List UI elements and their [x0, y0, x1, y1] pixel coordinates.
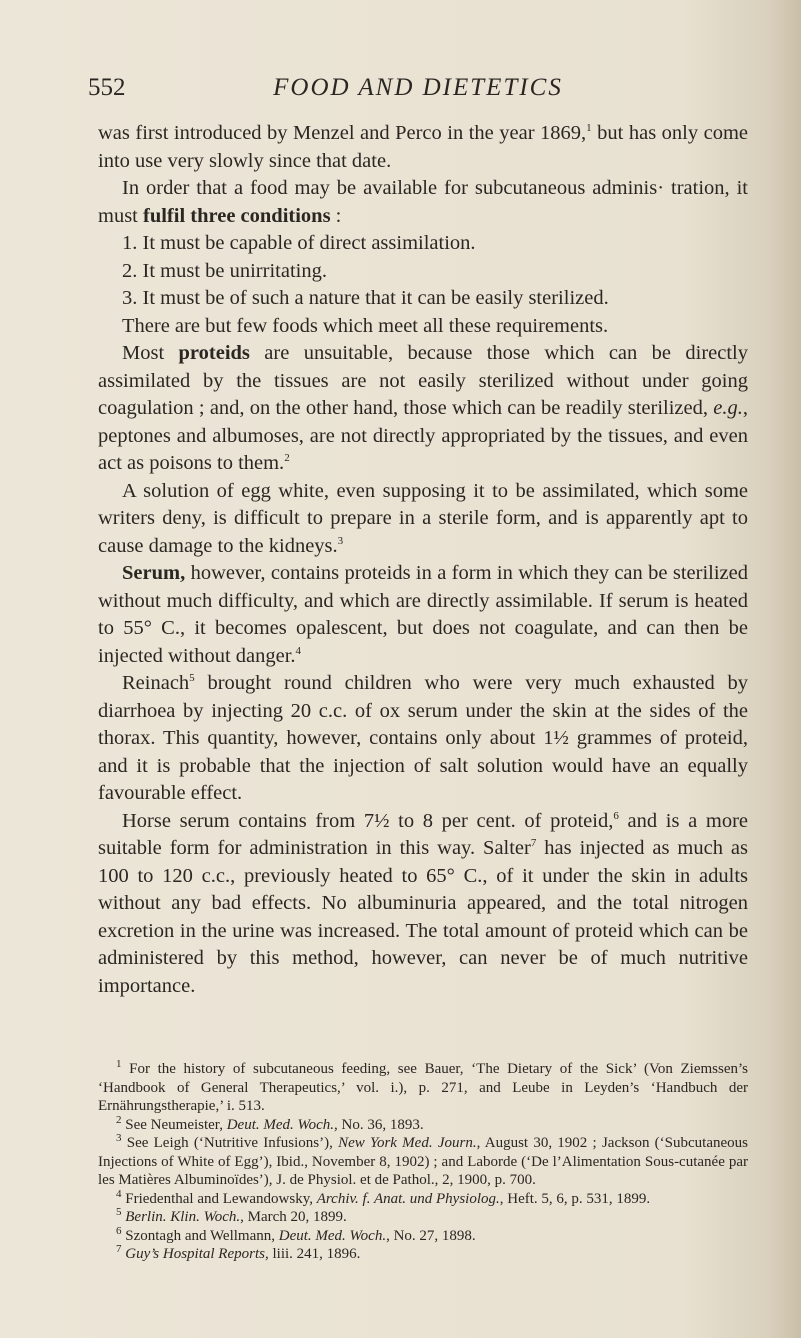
footnote-ref: 2: [284, 452, 290, 465]
footnote-italic: Berlin. Klin. Woch.: [125, 1209, 241, 1225]
body-text: [98, 120, 748, 1000]
paragraph-text: , peptones and albumoses, are not directly appropriated by the tissues, and even act as poisons to them.: [98, 397, 748, 474]
footnote-number: 2: [116, 1113, 122, 1126]
italic-phrase: e.g.: [713, 397, 743, 419]
footnote-ref: 3: [337, 534, 344, 547]
paragraph-text: are unsuitable, because those which can be directly assimilated by the tissues are not easily sterilized without under going coagulation ; and, on the other hand, those which can be readily sterilized,: [98, 342, 748, 419]
footnote: [98, 1060, 748, 1116]
footnote-text: , Heft. 5, 6, p. 531, 1899.: [499, 1190, 651, 1207]
paragraph-text: In order that a food may be available for subcutaneous adminis· tration, it must: [98, 177, 748, 227]
footnote: [98, 1208, 748, 1227]
paragraph-6: [98, 560, 748, 670]
footnote-text: , liii. 241, 1896.: [264, 1246, 361, 1262]
footnote-text: , No. 36, 1893.: [334, 1116, 424, 1133]
footnote-text: Szontagh and Wellmann,: [121, 1227, 279, 1244]
bold-phrase: Serum,: [122, 562, 186, 584]
footnote: [98, 1245, 748, 1264]
footnote-italic: Deut. Med. Woch.: [278, 1227, 387, 1244]
condition-item: 3. It must be of such a nature that it can be easily sterilized.: [122, 287, 609, 309]
paragraph-text: but has only come into use very slowly since that date.: [98, 122, 748, 172]
footnote-text: See Leigh (‘Nutritive Infusions’),: [121, 1135, 339, 1151]
footnote-text: For the history of subcutaneous feeding, see Bauer, ‘The Dietary of the Sick’ (Von Ziemssen’s ‘Handbook of General Therapeutics,’ vol. i.), p. 271, and Leube in Leyden’s ‘Handbuch der Ernährungstherapie,’ i. 513.: [98, 1061, 748, 1114]
footnote-ref: 7: [530, 837, 537, 850]
footnote-number: 5: [116, 1206, 122, 1218]
footnote-text: Friedenthal and Lewandowsky,: [121, 1190, 317, 1207]
footnote-text: , March 20, 1899.: [240, 1209, 347, 1225]
bold-phrase: proteids: [178, 342, 250, 364]
paragraph-text: Reinach: [122, 672, 190, 694]
footnotes: [98, 1060, 748, 1264]
paragraph-2: [98, 175, 748, 230]
paragraph-7: [98, 670, 748, 808]
paragraph-text: was first introduced by Menzel and Perco in the year 1869,: [98, 122, 587, 144]
page-number: 552: [88, 74, 126, 101]
footnote-italic: New York Med. Journ.: [338, 1135, 477, 1151]
paragraph-3: There are but few foods which meet all these requirements.: [122, 314, 609, 337]
footnote-text: See Neumeister,: [121, 1116, 227, 1133]
paragraph-text: :: [330, 204, 342, 227]
footnote-number: 7: [116, 1243, 122, 1255]
footnote: [98, 1113, 748, 1135]
footnote: [98, 1187, 748, 1209]
paragraph-text: Most: [122, 342, 179, 364]
footnote-text: , No. 27, 1898.: [386, 1227, 476, 1244]
paragraph-text: and is a more suitable form for administration in this way. Salter: [98, 809, 748, 859]
footnote-number: 1: [116, 1058, 122, 1070]
paragraph-8: [98, 808, 748, 1001]
footnote-italic: Guy’s Hospital Reports: [125, 1246, 265, 1262]
paragraph-text: Horse serum contains from 7½ to 8 per cent. of proteid,: [122, 809, 614, 832]
footnote-text: , August 30, 1902 ; Jackson (‘Subcutaneous Injections of White of Egg’), Ibid., November 8, 1902) ; and Laborde (‘De l’Alimentation Sous-cutanée par les Matières Albuminoïdes’), J. de Physiol. et de Pathol., 2, 1900, p. 700.: [98, 1135, 748, 1188]
footnote: [98, 1224, 748, 1246]
footnote-italic: Archiv. f. Anat. und Physiolog.: [316, 1190, 500, 1207]
condition-item: 2. It must be unirritating.: [122, 259, 327, 282]
bold-phrase: fulfil three conditions: [143, 204, 331, 227]
condition-item: 1. It must be capable of direct assimilation.: [122, 232, 476, 254]
footnote-ref: 1: [586, 122, 592, 135]
footnote-italic: Deut. Med. Woch.: [226, 1116, 335, 1133]
paragraph-text: brought round children who were very much exhausted by diarrhoea by injecting 20 c.c. of ox serum under the skin at the sides of the thorax. This quantity, however, contains only about 1½ grammes of proteid, and it is probable that the injection of salt solution would have an equally favourable effect.: [98, 672, 748, 804]
footnote: [98, 1134, 748, 1190]
paragraph-4: [98, 340, 748, 478]
paragraph-text: A solution of egg white, even supposing it to be assimilated, which some writers deny, is difficult to prepare in a sterile form, and is apparently apt to cause damage to the kidneys.: [98, 479, 748, 557]
footnote-ref: 4: [295, 644, 302, 657]
paragraph-1: [98, 120, 748, 175]
paragraph-text: has injected as much as 100 to 120 c.c., previously heated to 65° C., of it under the skin in adults without any bad effects. No albuminuria appeared, and the total nitrogen excretion in the urine was increased. The total amount of proteid which can be administered by this method, however, can never be of much nutritive importance.: [98, 837, 748, 997]
footnote-number: 6: [116, 1224, 122, 1237]
footnote-number: 3: [116, 1132, 122, 1144]
paragraph-5: [98, 478, 748, 561]
paragraph-text: however, contains proteids in a form in which they can be sterilized without much difficulty, and which are directly assimilable. If serum is heated to 55° C., it becomes opalescent, but does not coagulate, and can then be injected without danger.: [98, 562, 748, 667]
page-header: [88, 74, 748, 106]
footnote-ref: 6: [613, 809, 619, 822]
footnote-number: 4: [116, 1187, 122, 1200]
footnote-ref: 5: [189, 672, 195, 685]
running-head: FOOD AND DIETETICS: [273, 74, 563, 101]
